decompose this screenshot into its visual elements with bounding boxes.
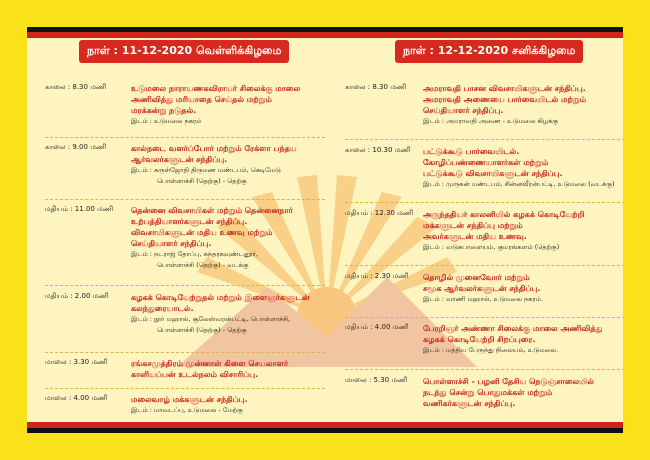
event-line: செய்தியாளர் சந்திப்பு. [423, 106, 504, 115]
event-line: மலைவாழ் மக்களுடன் சந்திப்பு. [131, 395, 248, 404]
event-line: விவசாயிகளுடன் மதிய உணவு மற்றும் [131, 228, 273, 237]
event-line: பட்டுக்கூடு விவசாயிகளுடன் சந்திப்பு. [423, 169, 563, 178]
event-time: காலை : 8.30 மணி [45, 83, 107, 91]
day-1-header: நாள் : 11-12-2020 வெள்ளிக்கிழமை [79, 40, 289, 63]
event-line: கால்நடை வளர்ப்போர் மற்றும் ரேக்ளா பந்தய [131, 144, 297, 153]
event-line: ஆர்வலர்களுடன் சந்திப்பு. [131, 155, 228, 164]
event-place: இடம் : நூர் மஹால், சூலேஸ்வரன்பட்டி, பொள்ளாச்சி, [131, 315, 291, 323]
event-time: மதியம் : 2.00 மணி [45, 292, 109, 300]
event-line: மரக்கன்று நடுதல். [131, 106, 197, 115]
event-description [131, 205, 326, 271]
bottom-black-stripe [27, 428, 623, 433]
event-line: அவர்களுடன் மதிய உணவு. [423, 232, 527, 241]
separator [345, 317, 623, 319]
event-place: இடம் : நடராஜ் தோப்பு, சுந்தரகவுண்டனூர், [131, 250, 258, 258]
event-line: பேரறிஞர் அண்ணா சிலைக்கு மாலை அணிவித்து [423, 324, 603, 333]
event-time: மதியம் : 11.00 மணி [45, 205, 114, 213]
event-place: பொள்ளாச்சி (தெற்கு) - வடக்கு [157, 261, 249, 269]
event-line: அணிவித்து மரியாதை செய்தல் மற்றும் [131, 95, 272, 104]
separator [345, 369, 623, 371]
event-time: காலை : 8.30 மணி [345, 83, 407, 91]
event-time: மதியம் : 2.30 மணி [345, 272, 409, 280]
event-place: பொள்ளாச்சி (தெற்கு) - தெற்கு [157, 326, 247, 334]
event-time: மாலை : 5.30 மணி [345, 376, 408, 384]
event-description [423, 209, 619, 253]
separator [45, 137, 325, 139]
event-line: தென்னை விவசாயிகள் மற்றும் தென்னைநார் [131, 206, 293, 215]
event-line: சமூக ஆர்வலர்களுடன் சந்திப்பு. [423, 284, 541, 293]
separator [345, 265, 623, 267]
event-time: மாலை : 3.30 மணி [45, 358, 108, 366]
event-line: உடுமலை நாராயணகவிராயர் சிலைக்கு மாலை [131, 84, 301, 93]
event-description [131, 292, 326, 336]
event-line: மக்களுடன் சந்திப்பு மற்றும் [423, 221, 523, 230]
separator [45, 352, 325, 354]
event-line: கலந்துரையாடல். [131, 304, 194, 313]
day-1-column [35, 39, 327, 414]
event-description [423, 146, 619, 190]
event-time: காலை : 10.30 மணி [345, 146, 411, 154]
event-line: அமராவதி அணையை பார்வையிடல் மற்றும் [423, 95, 587, 104]
event-time: காலை : 9.00 மணி [45, 143, 107, 151]
event-line: பட்டுக்கூடு பார்வையிடல். [423, 147, 520, 156]
event-place: இடம் : வாணி மஹால், உடுமலை நகரம். [423, 295, 544, 303]
event-description [131, 83, 326, 127]
event-line: அமராவதி பாசன விவசாயிகளுடன் சந்திப்பு. [423, 84, 586, 93]
event-place: இடம் : முருகன் மண்டபம், சின்னவீரன்பட்டி, உடுமலை (வடக்கு) [423, 180, 615, 188]
event-line: கழகக் கொடியேற்றுதல் மற்றும் இளைஞர்களுடன் [131, 293, 310, 302]
separator [45, 199, 325, 201]
event-place: பொள்ளாச்சி (தெற்கு) - தெற்கு [157, 177, 247, 185]
event-place: இடம் : மாவடப்பு, உடுமலை - மேற்கு [131, 406, 243, 414]
top-red-stripe [27, 32, 623, 38]
separator [45, 285, 325, 287]
event-description [131, 358, 326, 380]
event-line: உற்பத்தியாளர்களுடன் சந்திப்பு. [131, 217, 248, 226]
event-description [423, 376, 619, 409]
event-line: கோழிப்பண்ணையாளர்கள் மற்றும் [423, 158, 549, 167]
event-time: மாலை : 4.00 மணி [45, 394, 108, 402]
day-2-column [335, 39, 623, 408]
event-line: நடந்து சென்று பொதுமக்கள் மற்றும் [423, 388, 553, 397]
schedule-card [27, 27, 623, 433]
event-description [423, 83, 619, 127]
separator [345, 139, 623, 141]
event-place: இடம் : சுருள்ஜோதி திருமண மண்டபம், கெடிமேடு [131, 166, 281, 174]
event-description [131, 143, 326, 187]
event-line: தொழில் முனைவோர் மற்றும் [423, 273, 530, 282]
event-line: வணிகர்களுடன் சந்திப்பு. [423, 399, 516, 408]
separator [345, 202, 623, 204]
event-description [131, 394, 326, 416]
day-2-header: நாள் : 12-12-2020 சனிக்கிழமை [395, 40, 583, 63]
event-time: மதியம் : 4.00 மணி [345, 323, 409, 331]
event-place: இடம் : அமராவதி அணை - உடுமலை கிழக்கு [423, 117, 558, 125]
event-description [423, 272, 619, 305]
event-line: ரங்கசமுத்திரம் முன்னாள் கிளை செயலாளர் [131, 359, 289, 368]
event-description [423, 323, 619, 356]
event-place: இடம் : உடுமலை நகரம் [131, 117, 202, 125]
event-place: இடம் : வடுகபாளையம், குமரங்களம் (தெற்கு) [423, 243, 560, 251]
event-line: காளியப்பன் உடல்நலம் விசாரிப்பு. [131, 370, 259, 379]
event-line: அருந்ததியர் காலனியில் கழகக் கொடியேற்றி [423, 210, 585, 219]
event-line: கழகக் கொடியேற்றி சிறப்புரை. [423, 335, 536, 344]
event-line: பொள்ளாச்சி - பழனி தேசிய நெடுஞ்சாலையில் [423, 377, 594, 386]
event-place: இடம் : மத்திய பேருந்து நிலையம், உடுமலை. [423, 346, 559, 354]
event-line: செய்தியாளர் சந்திப்பு. [131, 239, 212, 248]
separator [45, 388, 325, 390]
event-time: மதியம் : 12.30 மணி [345, 209, 414, 217]
